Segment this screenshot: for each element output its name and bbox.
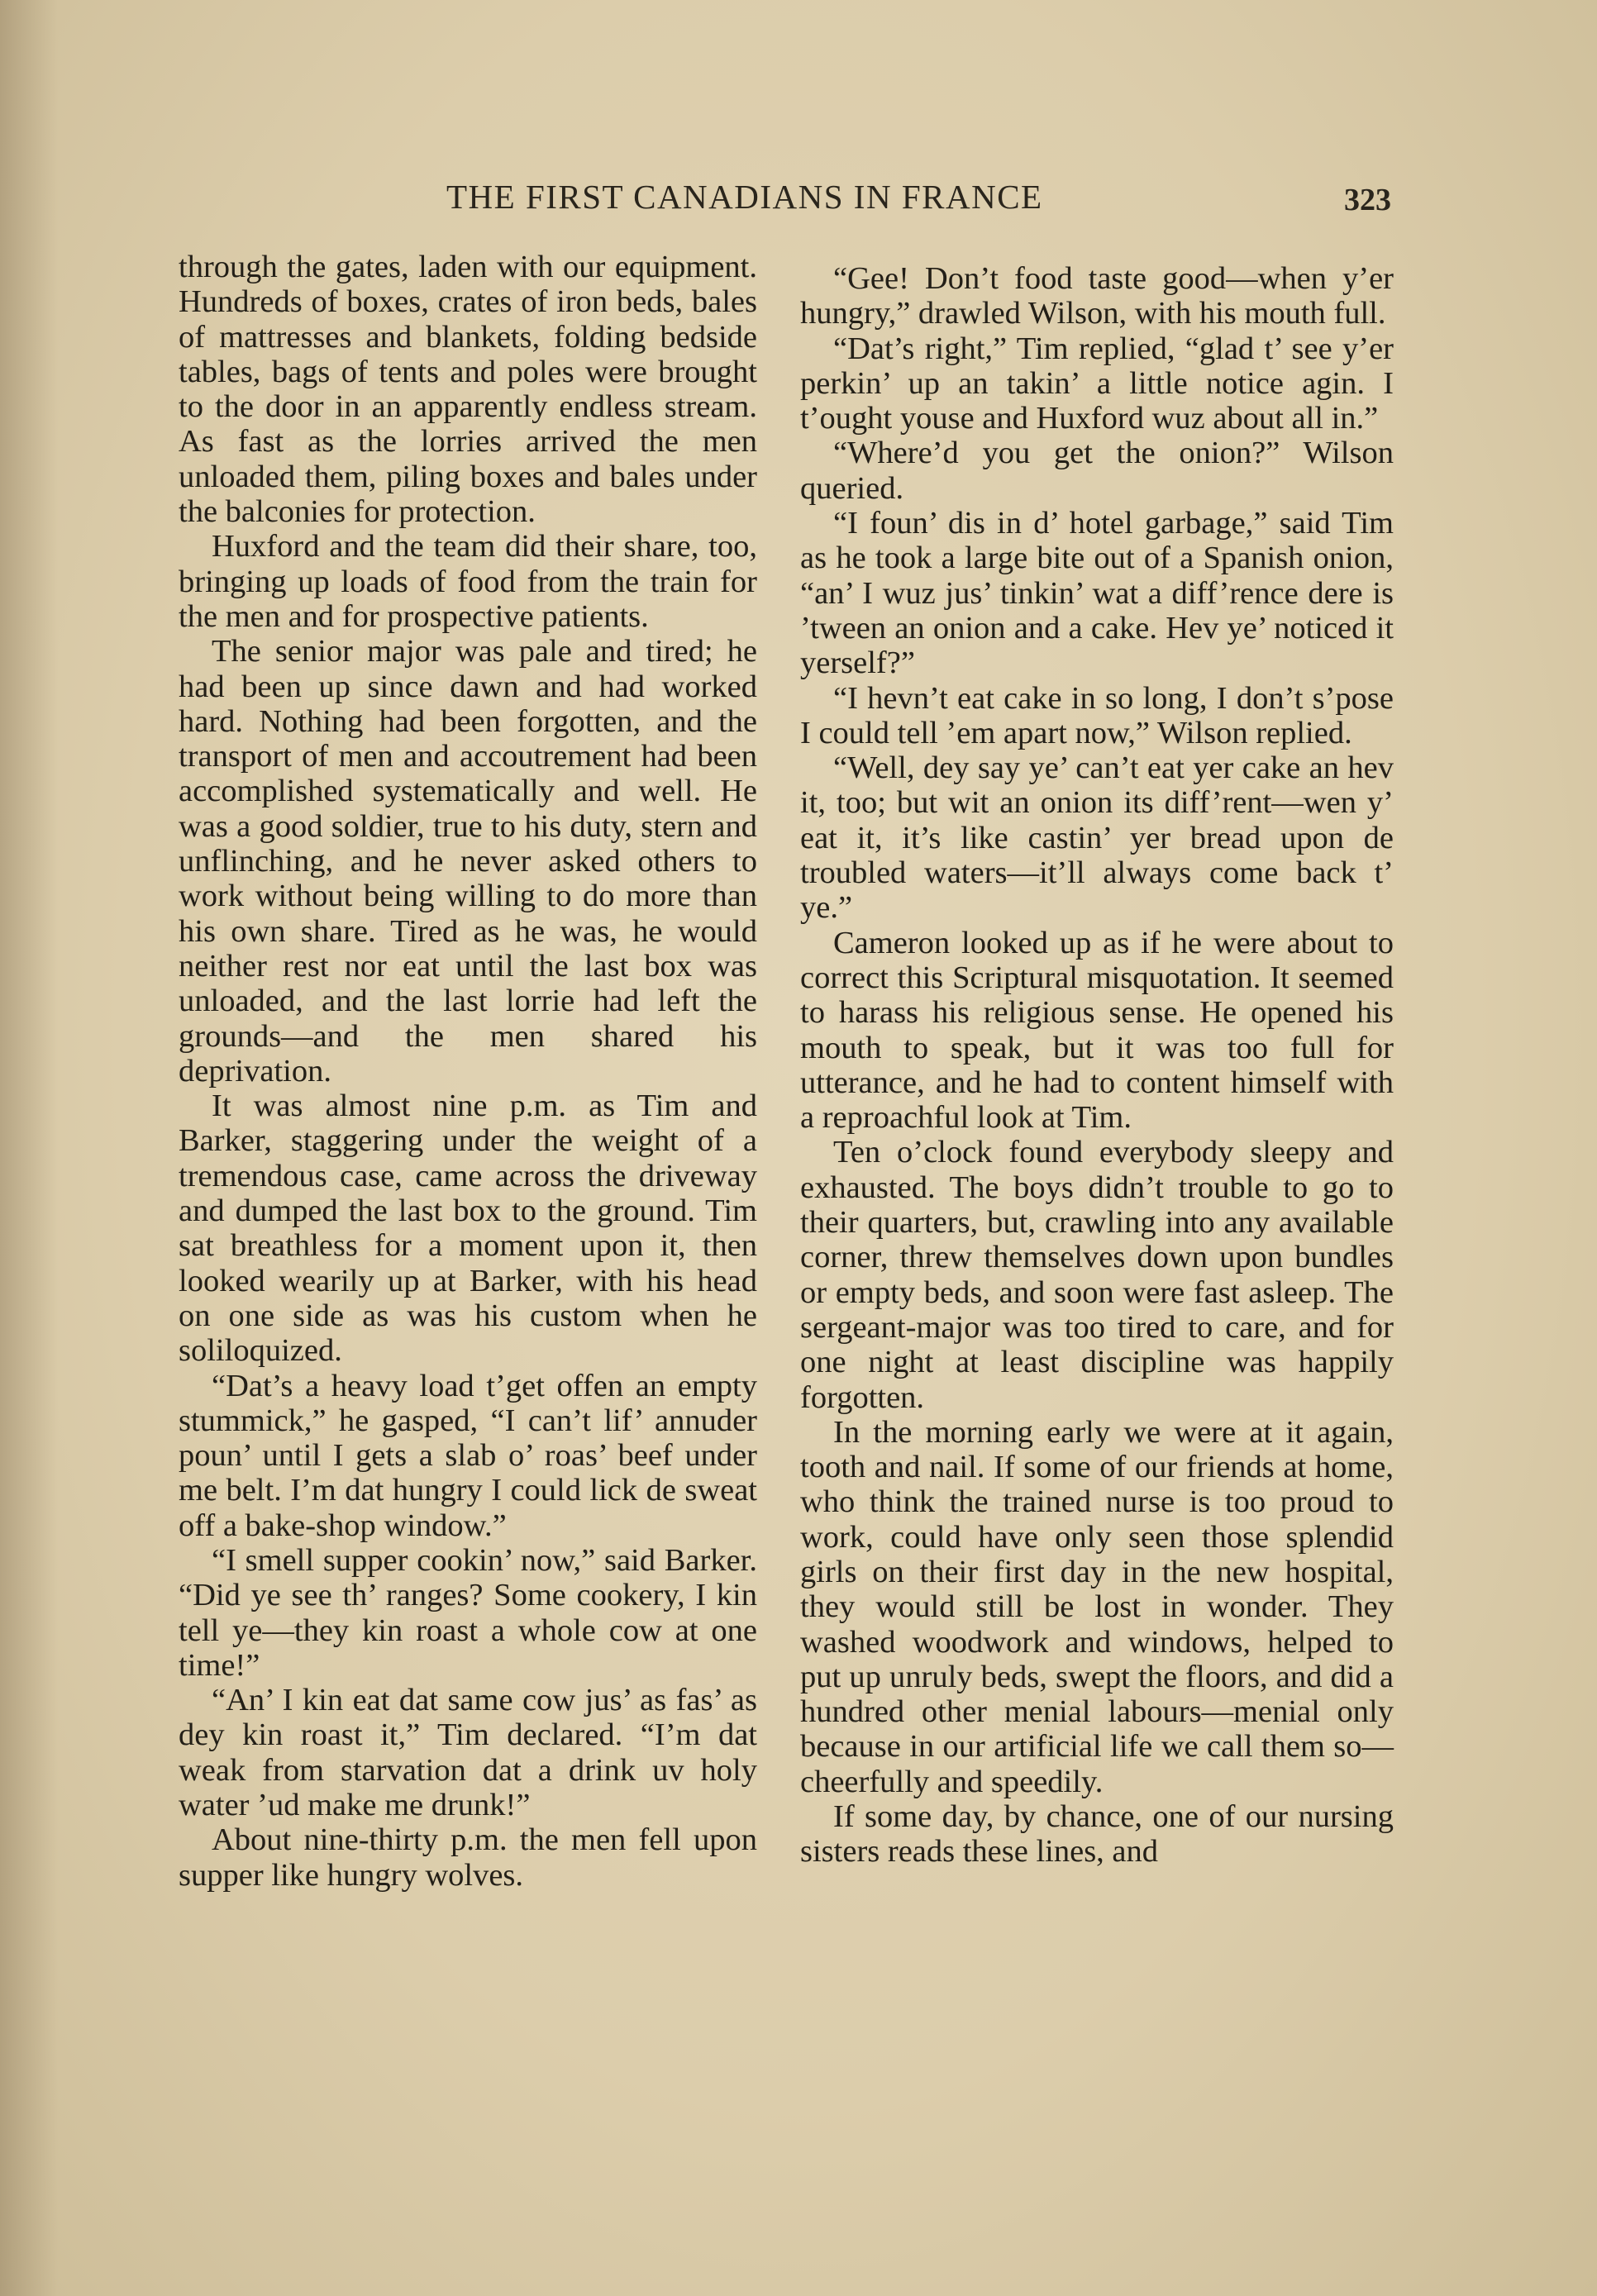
paragraph: “Gee! Don’t food taste good—when y’er hungry,” drawled Wilson, with his mouth full. [800,261,1394,331]
paragraph: “I smell supper cookin’ now,” said Barker. “Did ye see th’ ranges? Some cookery, I kin tell ye—they kin roast a whole cow at one time!” [179,1542,757,1683]
paragraph: Cameron looked up as if he were about to correct this Scriptural misquotation. It seemed to harass his religious sense. He opened his mouth to speak, but it was too full for utterance, and he had to content himself with a reproachful look at Tim. [800,925,1394,1136]
running-title: THE FIRST CANADIANS IN FRANCE [446,178,1043,216]
paragraph: About nine-thirty p.m. the men fell upon supper like hungry wolves. [179,1822,757,1893]
right-column [800,261,1394,1870]
paragraph: If some day, by chance, one of our nursing sisters reads these lines, and [800,1799,1394,1870]
gutter-shadow [0,0,58,2296]
left-column [179,250,757,1893]
paragraph: “An’ I kin eat dat same cow jus’ as fas’ as dey kin roast it,” Tim declared. “I’m dat weak from starvation dat a drink uv holy water ’ud make me drunk!” [179,1683,757,1823]
paragraph: It was almost nine p.m. as Tim and Barker, staggering under the weight of a tremendous case, came across the driveway and dumped the last box to the ground. Tim sat breathless for a moment upon it, then looked wearily up at Barker, with his head on one side as was his custom when he soliloquized. [179,1088,757,1369]
paragraph: “Dat’s a heavy load t’get offen an empty stummick,” he gasped, “I can’t lif’ annuder poun’ until I gets a slab o’ roas’ beef under me belt. I’m dat hungry I could lick de sweat off a bake-shop window.” [179,1368,757,1543]
running-head [165,177,1405,226]
paragraph: “Well, dey say ye’ can’t eat yer cake an hev it, too; but wit an onion its diff’rent—wen y’ eat it, it’s like castin’ yer bread upon de troubled waters—it’ll always come back t’ ye.” [800,750,1394,926]
paragraph: “Dat’s right,” Tim replied, “glad t’ see y’er perkin’ up an takin’ a little notice agin. I t’ought youse and Huxford wuz about all in.” [800,331,1394,436]
paragraph: through the gates, laden with our equipment. Hundreds of boxes, crates of iron beds, bales of mattresses and blankets, folding bedside tables, bags of tents and poles were brought to the door in an apparently endless stream. As fast as the lorries arrived the men unloaded them, piling boxes and bales under the balconies for protection. [179,250,757,530]
paragraph: “Where’d you get the onion?” Wilson queried. [800,436,1394,506]
page-number: 323 [1344,183,1391,217]
paragraph: Ten o’clock found everybody sleepy and exhausted. The boys didn’t trouble to go to their quarters, but, crawling into any available corner, threw themselves down upon bundles or empty beds, and soon were fast asleep. The sergeant-major was too tired to care, and for one night at least discipline was happily forgotten. [800,1135,1394,1415]
paragraph: “I hevn’t eat cake in so long, I don’t s’pose I could tell ’em apart now,” Wilson replied. [800,680,1394,750]
paragraph: The senior major was pale and tired; he had been up since dawn and had worked hard. Nothing had been forgotten, and the transport of men and accoutrement had been accomplished systematically and well. He was a good soldier, true to his duty, stern and unflinching, and he never asked others to work without being willing to do more than his own share. Tired as he was, he would neither rest nor eat until the last box was unloaded, and the last lorrie had left the grounds—and the men shared his deprivation. [179,634,757,1088]
paragraph: In the morning early we were at it again, tooth and nail. If some of our friends at home, who think the trained nurse is too proud to work, could have only seen those splendid girls on their first day in the new hospital, they would still be lost in wonder. They washed woodwork and windows, helped to put up unruly beds, swept the floors, and did a hundred other menial labours—menial only because in our artificial life we call them so—cheerfully and speedily. [800,1414,1394,1799]
paragraph: “I foun’ dis in d’ hotel garbage,” said Tim as he took a large bite out of a Spanish onion, “an’ I wuz jus’ tinkin’ wat a diff’rence dere is ’tween an onion and a cake. Hev ye’ noticed it yerself?” [800,506,1394,681]
paragraph: Huxford and the team did their share, too, bringing up loads of food from the train for the men and for prospective patients. [179,529,757,634]
